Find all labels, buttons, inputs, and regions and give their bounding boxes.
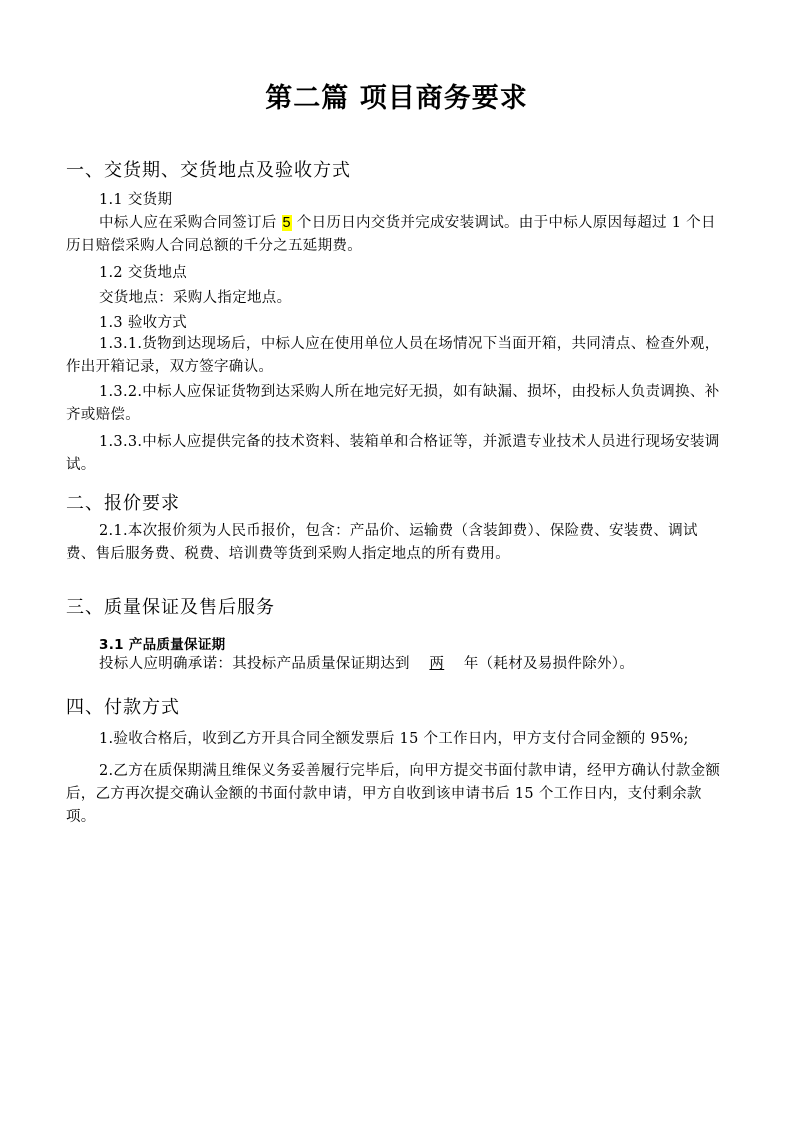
payment-paragraph-2: 2.乙方在质保期满且维保义务妥善履行完毕后，向甲方提交书面付款申请，经甲方确认付款金额后，乙方再次提交确认金额的书面付款申请，甲方自收到该申请书后 15 个工作日内，支付剩余款项。 [66,763,721,825]
payment-paragraph-1: 1.验收合格后，收到乙方开具合同全额发票后 15 个工作日内，甲方支付合同金额的 95%; [99,731,689,747]
warranty-years-value: 两 [429,656,445,672]
subsection-3-1-heading: 3.1 产品质量保证期 [99,637,226,653]
section-2-heading: 二、报价要求 [66,493,180,514]
quotation-paragraph: 2.1.本次报价须为人民币报价，包含：产品价、运输费（含装卸费）、保险费、安装费、调试费、售后服务费、税费、培训费等货到采购人指定地点的所有费用。 [66,523,698,562]
delivery-period-paragraph: 中标人应在采购合同签订后 5 个日历日内交货并完成安装调试。由于中标人原因每超过 1 个日历日赔偿采购人合同总额的千分之五延期费。 [66,215,716,254]
section-4-heading: 四、付款方式 [66,697,180,718]
subsection-1-2-heading: 1.2 交货地点 [99,265,188,281]
highlighted-days: 5 [282,215,291,231]
section-3-heading: 三、质量保证及售后服务 [66,597,275,618]
section-1-heading: 一、交货期、交货地点及验收方式 [66,160,351,181]
warranty-paragraph: 投标人应明确承诺：其投标产品质量保证期达到 两 年（耗材及易损件除外）。 [99,652,634,673]
acceptance-paragraph-1: 1.3.1.货物到达现场后，中标人应在使用单位人员在场情况下当面开箱，共同清点、检查外观，作出开箱记录，双方签字确认。 [66,336,720,375]
acceptance-paragraph-2: 1.3.2.中标人应保证货物到达采购人所在地完好无损，如有缺漏、损坏，由投标人负责调换、补齐或赔偿。 [66,384,720,423]
subsection-1-3-heading: 1.3 验收方式 [99,315,188,331]
page-title: 第二篇 项目商务要求 [265,83,528,114]
acceptance-paragraph-3: 1.3.3.中标人应提供完备的技术资料、装箱单和合格证等，并派遣专业技术人员进行现场安装调试。 [66,434,720,473]
subsection-1-1-heading: 1.1 交货期 [99,192,173,208]
delivery-location-paragraph: 交货地点：采购人指定地点。 [99,290,292,306]
